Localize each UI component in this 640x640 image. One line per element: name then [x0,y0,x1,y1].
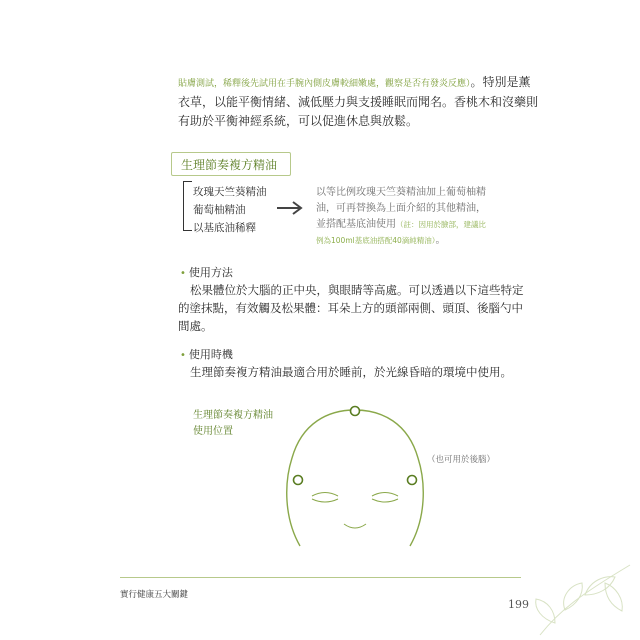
leaf-decoration-icon [520,555,640,640]
crown-point-marker [351,407,360,416]
usage-timing-line-1: 生理節奏複方精油最適合用於睡前，於光線昏暗的環境中使用。 [190,365,512,379]
intro-line-2: 衣草，以能平衡情緒、減低壓力與支援睡眠而聞名。香桃木和沒藥則 [178,95,539,109]
dilution-note-part-2: 例為100ml基底油搭配40滴純精油） [316,236,436,245]
description-line-4-tail: 。 [435,235,446,246]
usage-method-heading-text: 使用方法 [188,266,233,279]
footer-chapter-title: 實行健康五大關鍵 [120,590,189,600]
usage-method-line-3: 間處。 [178,319,213,333]
footer-divider [120,577,521,578]
right-eye [372,493,398,503]
usage-timing-heading [180,346,233,362]
right-side-point-marker [408,476,417,485]
intro-line-1-tail: 。特別是薰 [470,75,531,89]
patch-test-note: 貼膚測試，稀釋後先試用在手腕內側皮膚較細嫩處，觀察是否有發炎反應） [178,79,471,89]
intro-line-1 [178,73,531,90]
left-eye [312,493,338,503]
description-line-3 [316,215,486,230]
ingredient-2: 葡萄柚精油 [193,204,246,216]
usage-method-heading [180,264,233,280]
description-line-3-text: 並搭配基底油使用 [316,219,396,230]
head-outline [287,410,424,546]
diagram-label-line-2: 使用位置 [193,426,233,437]
usage-method-line-1: 松果體位於大腦的正中央，與眼睛等高處。可以透過以下這些特定 [190,283,524,297]
section-title-box [171,152,291,176]
page-number: 199 [508,598,529,611]
back-of-head-note: （也可用於後腦） [427,455,496,465]
section-title: 生理節奏複方精油 [181,158,278,172]
description-line-2: 油，可再替換為上面介紹的其他精油， [316,203,486,214]
bullet-icon: • [180,350,186,361]
usage-method-line-2: 的塗抹點，有效觸及松果體：耳朵上方的頭部兩側、頭頂、後腦勺中 [178,301,523,315]
bullet-icon: • [180,268,186,279]
ingredient-3: 以基底油稀釋 [193,222,256,234]
arrow-right-icon [276,200,304,216]
intro-line-3: 有助於平衡神經系統，可以促進休息與放鬆。 [178,114,419,128]
description-line-4 [316,231,446,246]
nose-curve [344,524,366,528]
diagram-label-line-1: 生理節奏複方精油 [193,410,273,421]
dilution-note-part-1: （註：因用於臉部，建議比 [396,220,486,229]
ingredients-bracket [183,181,192,231]
description-line-1: 以等比例玫瑰天竺葵精油加上葡萄柚精 [316,187,486,198]
head-diagram [280,398,430,553]
ingredient-1: 玫瑰天竺葵精油 [193,186,267,198]
usage-timing-heading-text: 使用時機 [188,348,233,361]
left-side-point-marker [294,476,303,485]
